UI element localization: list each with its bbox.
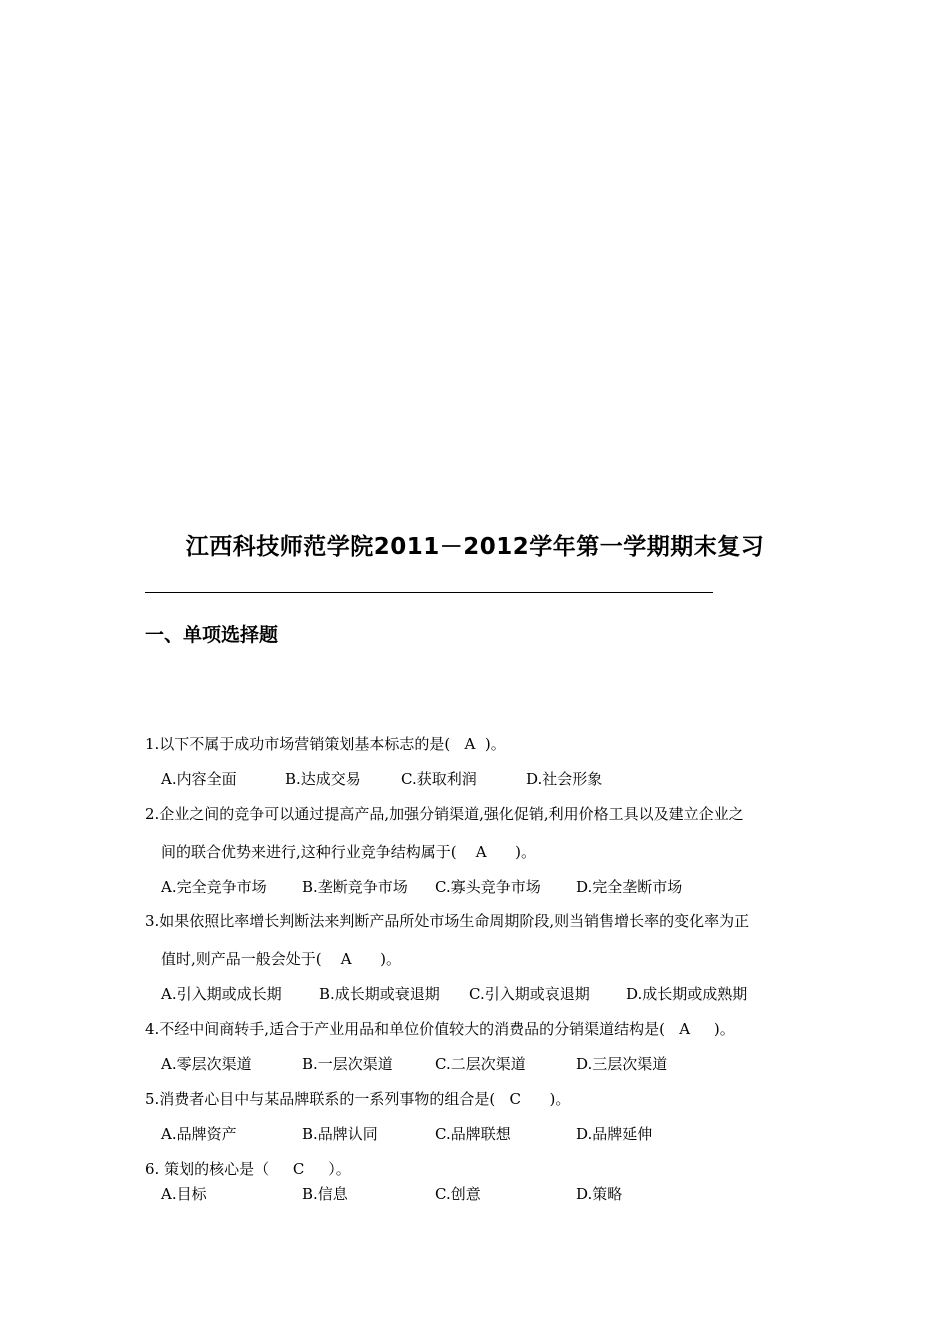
option-b: B.垄断竞争市场 <box>302 878 408 896</box>
option-b: B.信息 <box>302 1185 348 1203</box>
question-text: 4.不经中间商转手,适合于产业用品和单位价值较大的消费品的分销渠道结构是( A )。 <box>145 1020 735 1038</box>
option-b: B.品牌认同 <box>302 1125 378 1143</box>
option-a: A.内容全面 <box>161 770 237 788</box>
option-c: C.品牌联想 <box>435 1125 511 1143</box>
option-c: C.创意 <box>435 1185 481 1203</box>
option-c: C.寡头竞争市场 <box>435 878 541 896</box>
option-a: A.品牌资产 <box>161 1125 237 1143</box>
option-b: B.成长期或衰退期 <box>319 985 440 1003</box>
question-text: 6. 策划的核心是（ C ）。 <box>145 1160 351 1178</box>
option-c: C.获取利润 <box>401 770 477 788</box>
question-text: 3.如果依照比率增长判断法来判断产品所处市场生命周期阶段,则当销售增长率的变化率为正 <box>145 912 750 930</box>
option-a: A.引入期或成长期 <box>161 985 282 1003</box>
option-c: C.引入期或哀退期 <box>469 985 590 1003</box>
option-a: A.零层次渠道 <box>161 1055 252 1073</box>
option-a: A.目标 <box>161 1185 207 1203</box>
option-d: D.成长期或成熟期 <box>626 985 748 1003</box>
section-heading: 一、单项选择题 <box>145 624 279 646</box>
option-d: D.完全垄断市场 <box>576 878 683 896</box>
question-text: 5.消费者心目中与某品牌联系的一系列事物的组合是( C )。 <box>145 1090 571 1108</box>
question-text-continued: 值时,则产品一般会处于( A )。 <box>161 950 401 968</box>
question-text: 1.以下不属于成功市场营销策划基本标志的是( A )。 <box>145 735 506 753</box>
question-text-continued: 间的联合优势来进行,这种行业竞争结构属于( A )。 <box>161 843 536 861</box>
option-b: B.达成交易 <box>285 770 361 788</box>
document-title: 江西科技师范学院2011－2012学年第一学期期末复习 <box>185 534 765 560</box>
title-underline <box>145 592 713 593</box>
option-d: D.三层次渠道 <box>576 1055 668 1073</box>
option-d: D.社会形象 <box>526 770 603 788</box>
option-d: D.策略 <box>576 1185 623 1203</box>
option-b: B.一层次渠道 <box>302 1055 393 1073</box>
option-a: A.完全竞争市场 <box>161 878 267 896</box>
question-text: 2.企业之间的竞争可以通过提高产品,加强分销渠道,强化促销,利用价格工具以及建立企业之 <box>145 805 744 823</box>
option-c: C.二层次渠道 <box>435 1055 526 1073</box>
option-d: D.品牌延伸 <box>576 1125 653 1143</box>
